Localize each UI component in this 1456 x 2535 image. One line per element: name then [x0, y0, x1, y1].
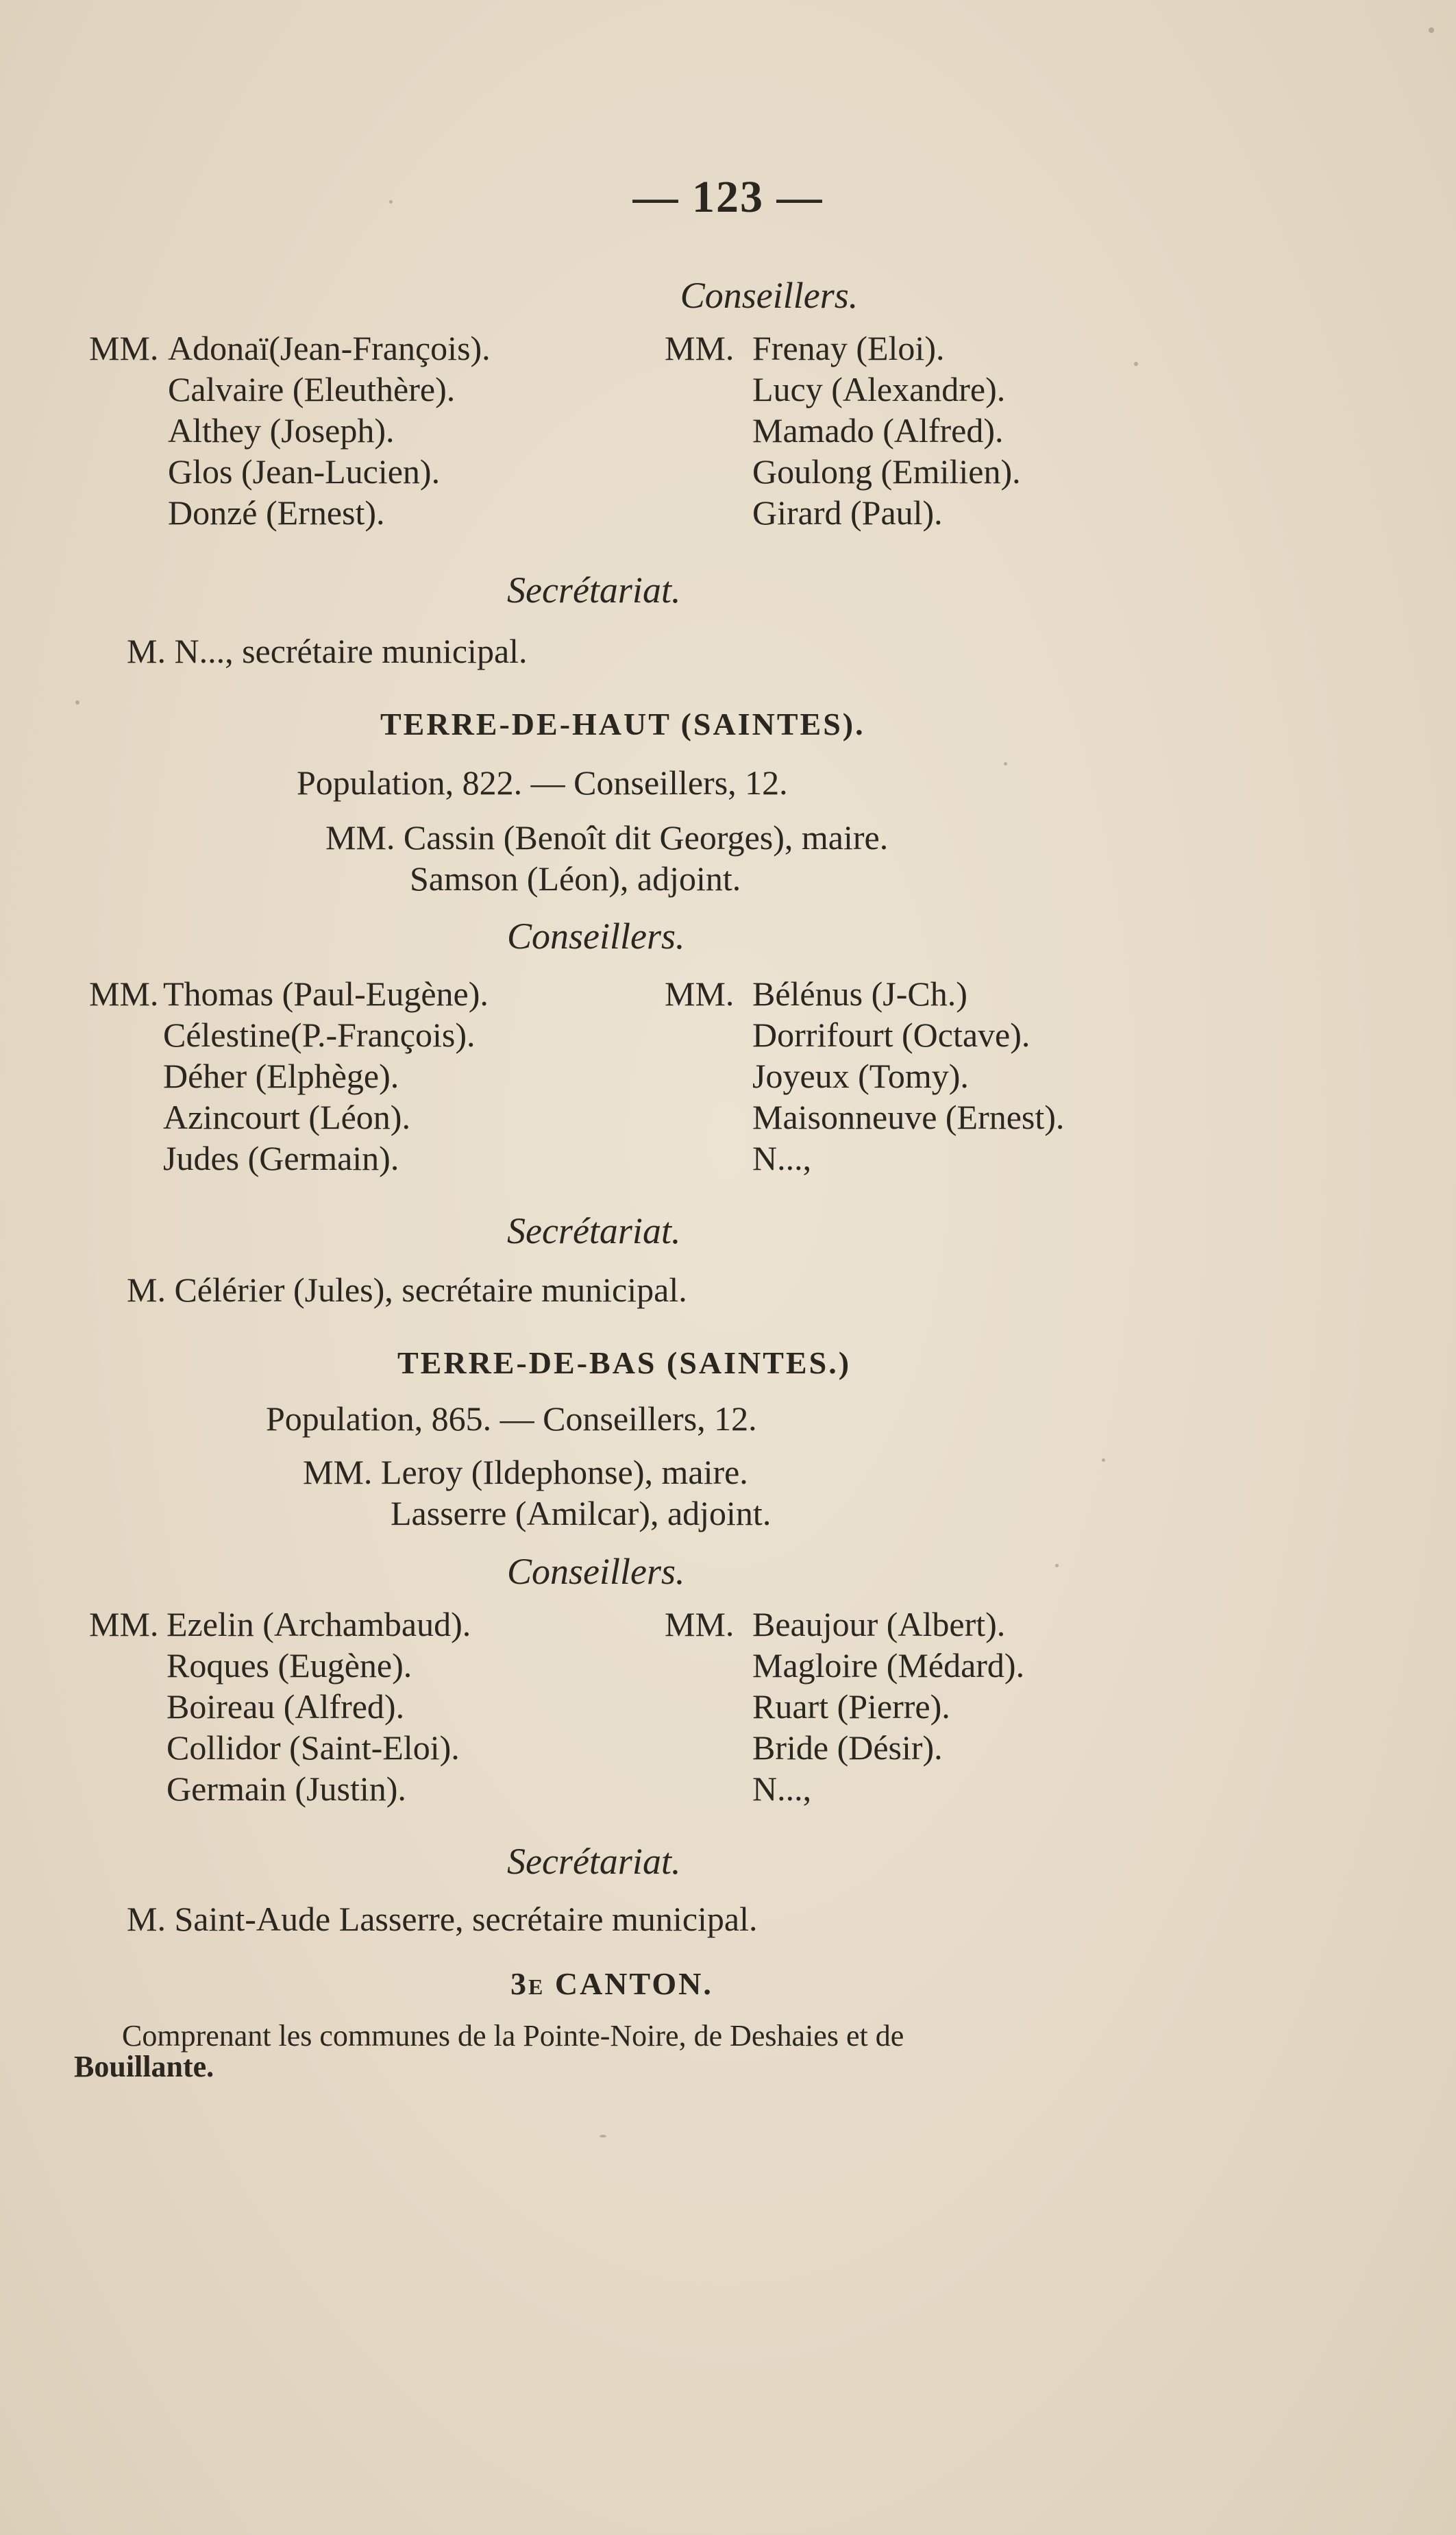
terre-de-bas-right-prefix: MM.	[665, 1605, 735, 1643]
list-item: Judes (Germain).	[163, 1139, 399, 1177]
canton-note-line1: Comprenant les communes de la Pointe-Noire, de Deshaies et de	[122, 2019, 904, 2053]
list-item: Boireau (Alfred).	[166, 1687, 405, 1726]
list-item: Bride (Désir).	[752, 1728, 943, 1767]
terre-de-haut-title: TERRE-DE-HAUT (SAINTES).	[380, 707, 865, 742]
list-item: Girard (Paul).	[752, 493, 943, 532]
list-item: Adonaï(Jean-François).	[168, 329, 491, 367]
speck	[1004, 762, 1007, 766]
terre-de-bas-adjoint: Lasserre (Amilcar), adjoint.	[391, 1494, 772, 1532]
speck	[600, 2135, 606, 2138]
list-item: Bélénus (J-Ch.)	[752, 975, 967, 1013]
terre-de-bas-title: TERRE-DE-BAS (SAINTES.)	[397, 1345, 852, 1380]
list-item: Ezelin (Archambaud).	[166, 1605, 471, 1643]
list-item: N...,	[752, 1769, 812, 1808]
section1-secretariat-line: M. N..., secrétaire municipal.	[127, 632, 528, 670]
canton-note-line2: Bouillante.	[74, 2050, 214, 2083]
list-item: Célestine(P.-François).	[163, 1016, 476, 1054]
list-item: Calvaire (Eleuthère).	[168, 370, 456, 408]
terre-de-haut-right-list	[752, 973, 1064, 1179]
speck	[75, 700, 79, 705]
list-item: Goulong (Emilien).	[752, 452, 1021, 491]
list-item: Germain (Justin).	[166, 1769, 406, 1808]
section1-left-list	[168, 328, 491, 533]
speck	[1134, 362, 1138, 366]
terre-de-haut-heading: Conseillers.	[507, 916, 685, 957]
terre-de-bas-secretariat-line: M. Saint-Aude Lasserre, secrétaire municipal.	[127, 1900, 758, 1938]
list-item: Azincourt (Léon).	[163, 1098, 410, 1136]
list-item: Donzé (Ernest).	[168, 493, 385, 532]
list-item: Althey (Joseph).	[168, 411, 395, 450]
terre-de-bas-secretariat-heading: Secrétariat.	[507, 1841, 681, 1882]
terre-de-haut-right-prefix: MM.	[665, 975, 735, 1013]
speck	[1429, 27, 1434, 33]
list-item: Roques (Eugène).	[166, 1646, 412, 1685]
list-item: N...,	[752, 1139, 812, 1177]
terre-de-haut-adjoint: Samson (Léon), adjoint.	[410, 859, 741, 898]
section1-right-list	[752, 328, 1021, 533]
list-item: Thomas (Paul-Eugène).	[163, 975, 489, 1013]
list-item: Frenay (Eloi).	[752, 329, 945, 367]
canton-title: 3e CANTON.	[510, 1966, 713, 2001]
terre-de-bas-left-list	[166, 1604, 471, 1809]
list-item: Collidor (Saint-Eloi).	[166, 1728, 460, 1767]
terre-de-bas-heading: Conseillers.	[507, 1551, 685, 1592]
page-number: — 123 —	[632, 172, 824, 222]
speck	[1055, 1564, 1059, 1567]
terre-de-haut-population: Population, 822. — Conseillers, 12.	[297, 763, 788, 802]
section1-heading: Conseillers.	[680, 275, 859, 316]
terre-de-bas-population: Population, 865. — Conseillers, 12.	[266, 1399, 757, 1438]
section1-secretariat-heading: Secrétariat.	[507, 570, 681, 611]
speck	[1102, 1458, 1105, 1462]
terre-de-haut-secretariat-line: M. Célérier (Jules), secrétaire municipal.	[127, 1271, 687, 1309]
terre-de-haut-left-prefix: MM.	[89, 975, 159, 1013]
list-item: Ruart (Pierre).	[752, 1687, 950, 1726]
list-item: Dorrifourt (Octave).	[752, 1016, 1031, 1054]
list-item: Lucy (Alexandre).	[752, 370, 1006, 408]
terre-de-bas-left-prefix: MM.	[89, 1605, 159, 1643]
section1-right-prefix: MM.	[665, 329, 735, 367]
list-item: Magloire (Médard).	[752, 1646, 1025, 1685]
section1-left-prefix: MM.	[89, 329, 159, 367]
list-item: Mamado (Alfred).	[752, 411, 1004, 450]
list-item: Glos (Jean-Lucien).	[168, 452, 441, 491]
terre-de-haut-secretariat-heading: Secrétariat.	[507, 1210, 681, 1251]
list-item: Maisonneuve (Ernest).	[752, 1098, 1065, 1136]
speck	[389, 200, 393, 204]
terre-de-bas-maire: MM. Leroy (Ildephonse), maire.	[303, 1453, 748, 1491]
terre-de-haut-left-list	[163, 973, 489, 1179]
list-item: Joyeux (Tomy).	[752, 1057, 969, 1095]
list-item: Beaujour (Albert).	[752, 1605, 1006, 1643]
terre-de-haut-maire: MM. Cassin (Benoît dit Georges), maire.	[325, 818, 889, 857]
list-item: Déher (Elphège).	[163, 1057, 399, 1095]
terre-de-bas-right-list	[752, 1604, 1024, 1809]
